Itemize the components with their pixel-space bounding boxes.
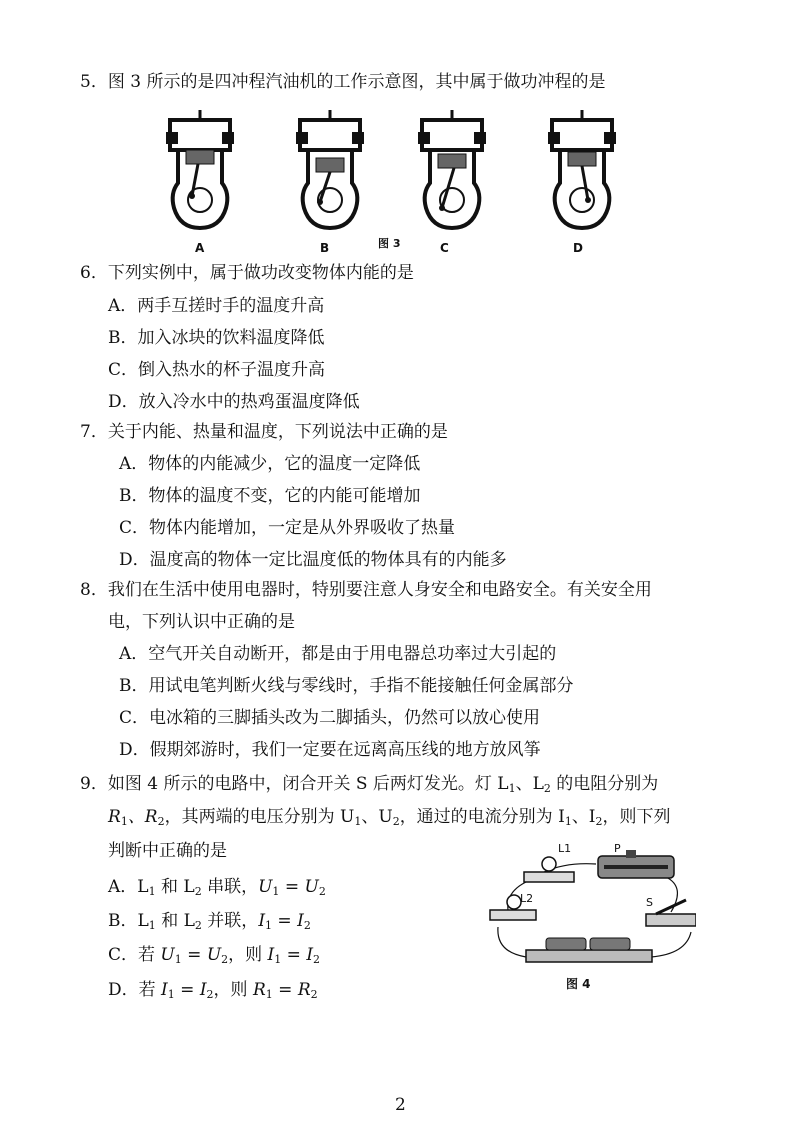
q9-symbol: R <box>252 980 266 1000</box>
q8-option-d: D．假期郊游时，我们一定要在远离高压线的地方放风筝 <box>119 740 541 760</box>
q9-text: 如图 4 所示的电路中，闭合开关 S 后两灯发光。灯 L <box>107 774 509 794</box>
q9-symbol: I <box>306 945 314 965</box>
question-5: 5．图 3 所示的是四冲程汽油机的工作示意图，其中属于做功冲程的是 <box>80 72 606 92</box>
question-9-line-3: 判断中正确的是 <box>108 841 227 861</box>
subscript: 2 <box>194 919 202 932</box>
subscript: 2 <box>206 988 214 1001</box>
q9-option-text: = <box>272 911 298 931</box>
circuit-diagram <box>486 842 696 972</box>
subscript: 2 <box>313 953 321 966</box>
subscript: 1 <box>564 815 572 828</box>
question-9-line-2 <box>108 806 671 833</box>
subscript: 2 <box>318 885 326 898</box>
q9-option-text: = <box>272 980 298 1000</box>
subscript: 1 <box>354 815 362 828</box>
q9-option-a <box>108 876 326 903</box>
q6-option-d: D．放入冷水中的热鸡蛋温度降低 <box>108 392 360 412</box>
q6-option-c: C．倒入热水的杯子温度升高 <box>108 360 326 380</box>
subscript: 2 <box>595 815 603 828</box>
subscript: 1 <box>174 953 182 966</box>
q9-symbol: I <box>161 980 168 1000</box>
q7-option-c: C．物体内能增加，一定是从外界吸收了热量 <box>119 518 456 538</box>
engine-diagram-d <box>542 108 622 233</box>
q9-option-text: = <box>181 945 207 965</box>
subscript: 1 <box>265 919 273 932</box>
q9-option-text: = <box>279 877 305 897</box>
question-8-line-1: 8．我们在生活中使用电器时，特别要注意人身安全和电路安全。有关安全用 <box>80 580 652 600</box>
q9-symbol: 、R <box>127 807 158 827</box>
q9-text: ，通过的电流分别为 I <box>399 807 565 827</box>
engine-label-d: D <box>573 241 583 255</box>
q9-symbol: I <box>258 911 266 931</box>
question-9-line-1 <box>80 773 658 800</box>
subscript: 1 <box>148 885 156 898</box>
label-p: P <box>614 842 621 855</box>
figure-3-caption: 图 3 <box>378 237 401 250</box>
engine-label-b: B <box>320 241 330 255</box>
subscript: 2 <box>194 885 202 898</box>
label-s: S <box>646 896 653 909</box>
subscript: 1 <box>274 953 282 966</box>
q9-option-text: D．若 <box>108 980 162 1000</box>
engine-diagram-a <box>160 108 240 233</box>
q9-option-c <box>108 944 320 971</box>
q9-symbol: U <box>258 877 273 897</box>
q9-symbol: R <box>108 807 121 827</box>
subscript: 2 <box>543 782 551 795</box>
subscript: 1 <box>508 782 516 795</box>
q9-option-text: A．L <box>108 877 149 897</box>
question-6: 6．下列实例中，属于做功改变物体内能的是 <box>80 263 414 283</box>
q9-text: 、I <box>571 807 596 827</box>
subscript: 1 <box>167 988 175 1001</box>
figure-4-circuit <box>486 842 696 992</box>
q9-option-text: 和 L <box>155 911 195 931</box>
q9-option-text: ，则 <box>228 945 268 965</box>
q9-option-text: = <box>281 945 307 965</box>
page-number: 2 <box>395 1095 406 1115</box>
figure-4-caption: 图 4 <box>566 977 591 991</box>
q8-option-b: B．用试电笔判断火线与零线时，手指不能接触任何金属部分 <box>119 676 574 696</box>
q9-number: 9． <box>80 774 108 794</box>
q9-option-text: B．L <box>108 911 149 931</box>
question-7: 7．关于内能、热量和温度，下列说法中正确的是 <box>80 422 448 442</box>
q7-option-d: D．温度高的物体一定比温度低的物体具有的内能多 <box>119 550 507 570</box>
q9-text: 、L <box>515 774 544 794</box>
q6-option-b: B．加入冰块的饮料温度降低 <box>108 328 325 348</box>
engine-label-c: C <box>440 241 449 255</box>
subscript: 2 <box>157 815 165 828</box>
q9-option-text: ，则 <box>213 980 253 1000</box>
q9-text: 、U <box>361 807 393 827</box>
q9-option-text: = <box>174 980 200 1000</box>
q9-option-d <box>108 979 318 1006</box>
q9-symbol: I <box>267 945 275 965</box>
subscript: 2 <box>221 953 229 966</box>
q9-symbol: U <box>304 877 319 897</box>
q9-option-text: 串联， <box>201 877 259 897</box>
subscript: 1 <box>148 919 156 932</box>
subscript: 1 <box>120 815 128 828</box>
subscript: 2 <box>392 815 400 828</box>
q7-option-a: A．物体的内能减少，它的温度一定降低 <box>119 454 421 474</box>
q9-symbol: U <box>206 945 222 965</box>
label-l1: L1 <box>558 842 572 855</box>
subscript: 1 <box>272 885 280 898</box>
q9-symbol: U <box>160 945 175 965</box>
q7-option-b: B．物体的温度不变，它的内能可能增加 <box>119 486 421 506</box>
q9-option-b <box>108 910 311 937</box>
q9-text: 的电阻分别为 <box>550 774 659 794</box>
q9-option-text: 和 L <box>155 877 195 897</box>
subscript: 2 <box>303 919 311 932</box>
subscript: 1 <box>265 988 273 1001</box>
q9-symbol: I <box>297 911 304 931</box>
q9-text: ，其两端的电压分别为 U <box>164 807 355 827</box>
q8-option-a: A．空气开关自动断开，都是由于用电器总功率过大引起的 <box>119 644 557 664</box>
engine-diagram-b <box>290 108 370 233</box>
q9-text: ，则下列 <box>602 807 671 827</box>
engine-diagram-c <box>412 108 492 233</box>
figure-3-engine-strokes <box>150 108 630 258</box>
label-l2: L2 <box>520 892 534 905</box>
engine-label-a: A <box>195 241 205 255</box>
q9-symbol: I <box>199 980 207 1000</box>
q9-option-text: C．若 <box>108 945 161 965</box>
q8-option-c: C．电冰箱的三脚插头改为二脚插头，仍然可以放心使用 <box>119 708 541 728</box>
q9-option-text: 并联， <box>201 911 259 931</box>
subscript: 2 <box>310 988 318 1001</box>
q9-symbol: R <box>297 980 311 1000</box>
q6-option-a: A．两手互搓时手的温度升高 <box>108 296 325 316</box>
question-8-line-2: 电，下列认识中正确的是 <box>108 612 295 632</box>
